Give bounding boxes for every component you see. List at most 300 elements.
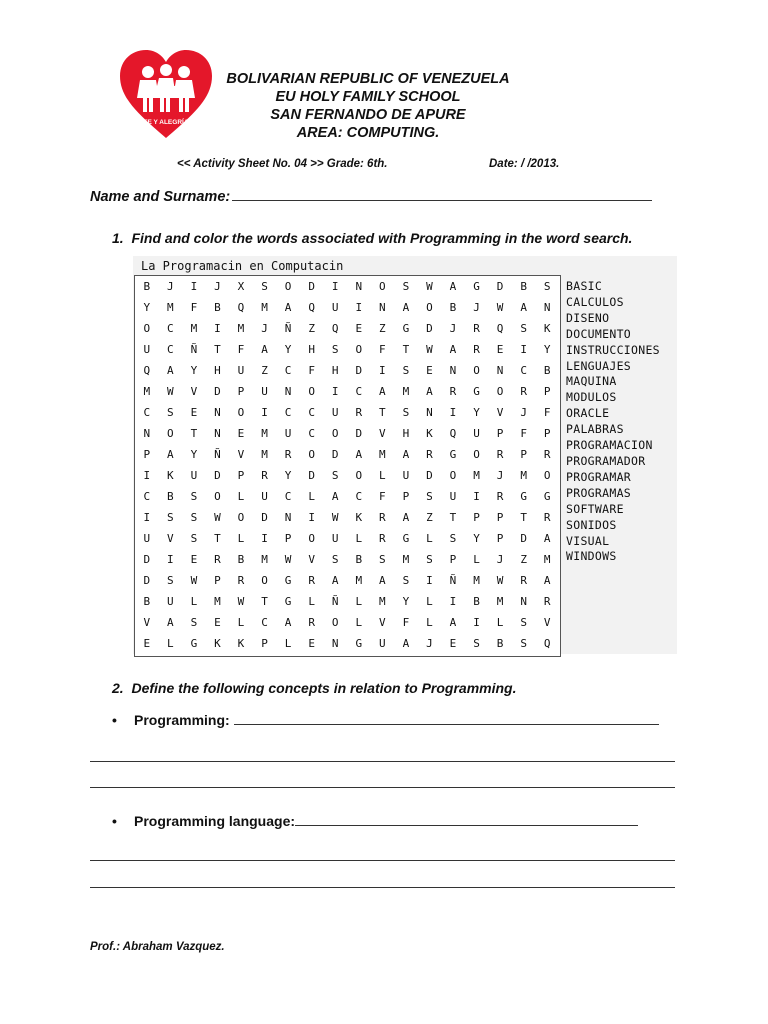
word-search-cell[interactable]: S <box>379 553 386 566</box>
word-search-cell[interactable]: S <box>426 490 433 503</box>
word-search-cell[interactable]: C <box>143 490 151 503</box>
answer-line[interactable] <box>90 860 675 861</box>
word-search-cell[interactable]: U <box>402 469 410 482</box>
word-search-cell[interactable]: M <box>261 301 268 314</box>
word-search-cell[interactable]: J <box>449 322 457 335</box>
word-search-cell[interactable]: A <box>284 616 292 629</box>
word-search-cell[interactable]: M <box>473 574 480 587</box>
word-search-cell[interactable]: K <box>237 637 245 650</box>
word-search-cell[interactable]: S <box>190 616 198 629</box>
word-search-cell[interactable]: O <box>308 385 315 398</box>
word-search-cell[interactable]: M <box>214 595 221 608</box>
word-search-cell[interactable]: O <box>143 322 151 335</box>
word-search-cell[interactable]: G <box>355 637 363 650</box>
word-search-cell[interactable]: R <box>473 322 480 335</box>
word-search-cell[interactable]: Y <box>284 469 292 482</box>
word-search-cell[interactable]: O <box>237 511 245 524</box>
answer-line[interactable] <box>90 887 675 888</box>
word-search-cell[interactable]: T <box>214 343 221 356</box>
word-search-cell[interactable]: U <box>237 364 245 377</box>
word-search-cell[interactable]: U <box>190 469 198 482</box>
word-search-cell[interactable]: U <box>261 385 268 398</box>
word-search-cell[interactable]: R <box>543 511 551 524</box>
word-search-cell[interactable]: W <box>190 574 198 587</box>
word-search-cell[interactable]: L <box>167 637 174 650</box>
word-search-cell[interactable]: D <box>496 280 504 293</box>
word-search-cell[interactable]: C <box>520 364 527 377</box>
word-search-cell[interactable]: C <box>143 406 151 419</box>
word-search-cell[interactable]: L <box>379 469 386 482</box>
word-search-cell[interactable]: R <box>308 616 315 629</box>
word-search-cell[interactable]: S <box>331 469 339 482</box>
word-search-cell[interactable]: V <box>167 532 174 545</box>
word-search-cell[interactable]: A <box>331 574 339 587</box>
word-search-cell[interactable]: P <box>143 448 151 461</box>
word-search-cell[interactable]: Y <box>402 595 410 608</box>
word-search-cell[interactable]: G <box>473 385 480 398</box>
word-search-cell[interactable]: U <box>261 490 268 503</box>
word-search-cell[interactable]: S <box>167 511 174 524</box>
word-search-cell[interactable]: D <box>143 574 151 587</box>
name-blank[interactable] <box>232 187 652 201</box>
word-search-cell[interactable]: Q <box>308 301 315 314</box>
word-search-cell[interactable]: Q <box>543 637 551 650</box>
word-search-cell[interactable]: N <box>331 637 339 650</box>
word-search-cell[interactable]: A <box>520 301 527 314</box>
word-search-cell[interactable]: U <box>473 427 480 440</box>
word-search-cell[interactable]: L <box>308 595 315 608</box>
word-search-cell[interactable]: Z <box>379 322 386 335</box>
word-search-cell[interactable]: R <box>355 406 363 419</box>
word-search-cell[interactable]: A <box>331 490 339 503</box>
word-search-cell[interactable]: O <box>426 301 433 314</box>
word-search-cell[interactable]: S <box>449 532 457 545</box>
word-search-cell[interactable]: U <box>331 532 339 545</box>
word-search-cell[interactable]: W <box>167 385 174 398</box>
word-search-cell[interactable]: P <box>496 532 504 545</box>
word-search-cell[interactable]: N <box>426 406 433 419</box>
word-search-cell[interactable]: L <box>237 616 245 629</box>
word-search-cell[interactable]: T <box>520 511 527 524</box>
word-search-cell[interactable]: R <box>520 385 527 398</box>
word-search-cell[interactable]: I <box>355 301 363 314</box>
word-search-cell[interactable]: P <box>496 511 504 524</box>
word-search-cell[interactable]: M <box>167 301 174 314</box>
word-search-cell[interactable]: U <box>167 595 174 608</box>
word-search-cell[interactable]: R <box>520 574 527 587</box>
word-search-cell[interactable]: S <box>167 406 174 419</box>
word-search-cell[interactable]: Y <box>473 532 480 545</box>
word-search-cell[interactable]: L <box>308 490 315 503</box>
word-search-cell[interactable]: T <box>261 595 268 608</box>
word-search-cell[interactable]: A <box>284 301 292 314</box>
word-search-cell[interactable]: M <box>473 469 480 482</box>
word-search-cell[interactable]: D <box>214 469 221 482</box>
word-search-cell[interactable]: R <box>214 553 221 566</box>
word-search-cell[interactable]: S <box>402 364 410 377</box>
word-search-cell[interactable]: J <box>496 553 504 566</box>
word-search-cell[interactable]: P <box>543 385 551 398</box>
word-search-cell[interactable]: A <box>379 574 386 587</box>
word-search-cell[interactable]: V <box>308 553 315 566</box>
word-search-cell[interactable]: I <box>473 490 480 503</box>
word-search-cell[interactable]: Z <box>261 364 268 377</box>
word-search-cell[interactable]: G <box>402 322 410 335</box>
word-search-cell[interactable]: E <box>355 322 363 335</box>
word-search-cell[interactable]: B <box>167 490 174 503</box>
word-search-cell[interactable]: H <box>402 427 410 440</box>
word-search-cell[interactable]: A <box>402 448 410 461</box>
word-search-cell[interactable]: S <box>520 637 527 650</box>
word-search-cell[interactable]: L <box>237 490 245 503</box>
word-search-cell[interactable]: E <box>190 553 198 566</box>
word-search-cell[interactable]: R <box>261 469 268 482</box>
word-search-cell[interactable]: D <box>426 322 433 335</box>
word-search-cell[interactable]: Y <box>190 364 198 377</box>
word-search-cell[interactable]: J <box>473 301 480 314</box>
word-search-cell[interactable]: U <box>143 343 151 356</box>
word-search-cell[interactable]: T <box>214 532 221 545</box>
word-search-cell[interactable]: J <box>167 280 174 293</box>
word-search-cell[interactable]: N <box>284 511 292 524</box>
word-search-cell[interactable]: G <box>190 637 198 650</box>
word-search-cell[interactable]: A <box>426 385 433 398</box>
word-search-cell[interactable]: U <box>284 427 292 440</box>
word-search-cell[interactable]: V <box>190 385 198 398</box>
word-search-cell[interactable]: O <box>308 532 315 545</box>
word-search-cell[interactable]: A <box>261 343 268 356</box>
word-search-cell[interactable]: Z <box>520 553 527 566</box>
word-search-cell[interactable]: B <box>449 301 457 314</box>
word-search-cell[interactable]: N <box>214 406 221 419</box>
word-search-cell[interactable]: A <box>167 364 174 377</box>
word-search-cell[interactable]: H <box>214 364 221 377</box>
word-search-cell[interactable]: S <box>331 553 339 566</box>
word-search-cell[interactable]: R <box>496 448 504 461</box>
word-search-cell[interactable]: O <box>355 469 363 482</box>
word-search-cell[interactable]: B <box>214 301 221 314</box>
word-search-cell[interactable]: Q <box>331 322 339 335</box>
word-search-cell[interactable]: O <box>496 385 504 398</box>
word-search-cell[interactable]: Ñ <box>214 448 221 461</box>
word-search-cell[interactable]: L <box>237 532 245 545</box>
word-search-cell[interactable]: A <box>167 448 174 461</box>
word-search-cell[interactable]: N <box>379 301 386 314</box>
word-search-cell[interactable]: P <box>520 448 527 461</box>
word-search-cell[interactable]: E <box>449 637 457 650</box>
word-search-cell[interactable]: Y <box>143 301 151 314</box>
word-search-cell[interactable]: G <box>449 448 457 461</box>
word-search-cell[interactable]: A <box>402 637 410 650</box>
word-search-cell[interactable]: I <box>331 280 339 293</box>
word-search-cell[interactable]: D <box>355 427 363 440</box>
word-search-cell[interactable]: D <box>308 280 315 293</box>
word-search-cell[interactable]: U <box>143 532 151 545</box>
word-search-cell[interactable]: O <box>167 427 174 440</box>
word-search-cell[interactable]: D <box>214 385 221 398</box>
name-field[interactable] <box>90 187 652 205</box>
word-search-cell[interactable]: I <box>143 511 151 524</box>
word-search-cell[interactable]: L <box>355 616 363 629</box>
word-search-cell[interactable]: F <box>543 406 551 419</box>
word-search-cell[interactable]: A <box>543 574 551 587</box>
word-search-cell[interactable]: E <box>143 637 151 650</box>
word-search-cell[interactable]: U <box>331 301 339 314</box>
word-search-cell[interactable]: K <box>214 637 221 650</box>
word-search-cell[interactable]: Y <box>284 343 292 356</box>
word-search-cell[interactable]: P <box>543 427 551 440</box>
word-search-cell[interactable]: M <box>496 595 504 608</box>
word-search-cell[interactable]: R <box>237 574 245 587</box>
word-search-cell[interactable]: O <box>308 448 315 461</box>
word-search-cell[interactable]: W <box>426 343 433 356</box>
word-search-cell[interactable]: V <box>143 616 151 629</box>
word-search-cell[interactable]: O <box>237 406 245 419</box>
word-search-cell[interactable]: O <box>473 448 480 461</box>
word-search-cell[interactable]: K <box>543 322 551 335</box>
word-search-cell[interactable]: I <box>520 343 527 356</box>
word-search-cell[interactable]: Y <box>543 343 551 356</box>
word-search-cell[interactable]: A <box>402 511 410 524</box>
word-search-cell[interactable]: M <box>543 553 551 566</box>
word-search-cell[interactable]: P <box>449 553 457 566</box>
word-search-cell[interactable]: M <box>379 448 386 461</box>
word-search-cell[interactable]: F <box>402 616 410 629</box>
word-search-cell[interactable]: M <box>237 322 245 335</box>
word-search-cell[interactable]: O <box>449 469 457 482</box>
word-search-cell[interactable]: R <box>426 448 433 461</box>
word-search-cell[interactable]: G <box>402 532 410 545</box>
word-search-cell[interactable]: T <box>402 343 410 356</box>
word-search-cell[interactable]: W <box>496 301 504 314</box>
word-search-cell[interactable]: Y <box>190 448 198 461</box>
word-search-cell[interactable]: P <box>402 490 410 503</box>
word-search-cell[interactable]: N <box>214 427 221 440</box>
word-search-cell[interactable]: R <box>308 574 315 587</box>
word-search-cell[interactable]: R <box>449 385 457 398</box>
word-search-cell[interactable]: O <box>379 280 386 293</box>
word-search-cell[interactable]: I <box>261 406 268 419</box>
word-search-cell[interactable]: J <box>214 280 221 293</box>
word-search-cell[interactable]: J <box>261 322 268 335</box>
word-search-cell[interactable]: O <box>331 616 339 629</box>
word-search-cell[interactable]: S <box>190 532 198 545</box>
word-search-cell[interactable]: W <box>426 280 433 293</box>
word-search-cell[interactable]: R <box>496 490 504 503</box>
word-search-cell[interactable]: M <box>143 385 151 398</box>
word-search-cell[interactable]: P <box>214 574 221 587</box>
word-search-cell[interactable]: I <box>473 616 480 629</box>
word-search-cell[interactable]: V <box>543 616 551 629</box>
word-search-cell[interactable]: V <box>379 427 386 440</box>
word-search-cell[interactable]: M <box>190 322 198 335</box>
word-search-cell[interactable]: N <box>449 364 457 377</box>
word-search-cell[interactable]: S <box>402 406 410 419</box>
word-search-cell[interactable]: C <box>284 490 292 503</box>
word-search-cell[interactable]: B <box>237 553 245 566</box>
word-search-cell[interactable]: O <box>355 343 363 356</box>
word-search-cell[interactable]: Ñ <box>190 343 198 356</box>
word-search-cell[interactable]: M <box>520 469 527 482</box>
word-search-cell[interactable]: B <box>143 280 151 293</box>
word-search-cell[interactable]: G <box>284 574 292 587</box>
word-search-cell[interactable]: K <box>355 511 363 524</box>
word-search-cell[interactable]: N <box>284 385 292 398</box>
word-search-cell[interactable]: W <box>237 595 245 608</box>
word-search-cell[interactable]: S <box>331 343 339 356</box>
answer-line[interactable] <box>90 761 675 762</box>
word-search-cell[interactable]: V <box>379 616 386 629</box>
word-search-cell[interactable]: O <box>543 469 551 482</box>
word-search-cell[interactable]: E <box>496 343 504 356</box>
word-search-cell[interactable]: I <box>449 595 457 608</box>
word-search-cell[interactable]: I <box>379 364 386 377</box>
word-search-cell[interactable]: A <box>449 280 457 293</box>
word-search-cell[interactable]: Q <box>449 427 457 440</box>
word-search-cell[interactable]: B <box>543 364 551 377</box>
word-search-cell[interactable]: C <box>308 406 315 419</box>
word-search-cell[interactable]: M <box>379 595 386 608</box>
word-search-cell[interactable]: V <box>237 448 245 461</box>
word-search-cell[interactable]: G <box>543 490 551 503</box>
word-search-cell[interactable]: U <box>379 637 386 650</box>
word-search-cell[interactable]: Y <box>473 406 480 419</box>
word-search-cell[interactable]: S <box>402 574 410 587</box>
word-search-cell[interactable]: I <box>261 532 268 545</box>
word-search-cell[interactable]: X <box>237 280 245 293</box>
word-search-cell[interactable]: W <box>496 574 504 587</box>
word-search-cell[interactable]: G <box>284 595 292 608</box>
word-search-cell[interactable]: H <box>331 364 339 377</box>
word-search-cell[interactable]: G <box>520 490 527 503</box>
word-search-cell[interactable]: R <box>473 343 480 356</box>
word-search-cell[interactable]: P <box>496 427 504 440</box>
word-search-cell[interactable]: D <box>426 469 433 482</box>
word-search-cell[interactable]: P <box>473 511 480 524</box>
word-search-cell[interactable]: M <box>355 574 363 587</box>
word-search-cell[interactable]: I <box>167 553 174 566</box>
word-search-cell[interactable]: M <box>261 427 268 440</box>
word-search-cell[interactable]: C <box>308 427 315 440</box>
word-search-cell[interactable]: S <box>167 574 174 587</box>
word-search-cell[interactable]: R <box>543 448 551 461</box>
word-search-cell[interactable]: N <box>496 364 504 377</box>
word-search-grid[interactable] <box>135 276 559 654</box>
word-search-cell[interactable]: K <box>167 469 174 482</box>
word-search-cell[interactable]: V <box>496 406 504 419</box>
word-search-cell[interactable]: B <box>355 553 363 566</box>
word-search-cell[interactable]: O <box>214 490 221 503</box>
word-search-cell[interactable]: C <box>261 616 268 629</box>
word-search-cell[interactable]: H <box>308 343 315 356</box>
word-search-cell[interactable]: E <box>426 364 433 377</box>
word-search-cell[interactable]: Ñ <box>284 322 292 335</box>
word-search-cell[interactable]: W <box>214 511 221 524</box>
word-search-cell[interactable]: D <box>143 553 151 566</box>
word-search-cell[interactable]: N <box>355 280 363 293</box>
word-search-cell[interactable]: Z <box>426 511 433 524</box>
word-search-cell[interactable]: T <box>449 511 457 524</box>
word-search-cell[interactable]: U <box>449 490 457 503</box>
word-search-cell[interactable]: I <box>190 280 198 293</box>
word-search-cell[interactable]: A <box>449 343 457 356</box>
word-search-cell[interactable]: B <box>496 637 504 650</box>
word-search-cell[interactable]: A <box>543 532 551 545</box>
word-search-cell[interactable]: R <box>379 511 386 524</box>
word-search-cell[interactable]: B <box>143 595 151 608</box>
word-search-cell[interactable]: I <box>214 322 221 335</box>
word-search-cell[interactable]: E <box>190 406 198 419</box>
concept-programming-blank[interactable] <box>234 711 659 725</box>
word-search-cell[interactable]: S <box>426 553 433 566</box>
word-search-cell[interactable]: Q <box>143 364 151 377</box>
word-search-cell[interactable]: O <box>284 280 292 293</box>
word-search-cell[interactable]: D <box>261 511 268 524</box>
word-search-cell[interactable]: L <box>355 595 363 608</box>
word-search-cell[interactable]: I <box>449 406 457 419</box>
word-search-cell[interactable]: R <box>284 448 292 461</box>
word-search-cell[interactable]: B <box>520 280 527 293</box>
word-search-cell[interactable]: J <box>496 469 504 482</box>
word-search-cell[interactable]: U <box>331 406 339 419</box>
word-search-cell[interactable]: C <box>355 490 363 503</box>
word-search-cell[interactable]: F <box>190 301 198 314</box>
word-search-cell[interactable]: L <box>355 532 363 545</box>
word-search-cell[interactable]: N <box>520 595 527 608</box>
word-search-cell[interactable]: L <box>426 595 433 608</box>
word-search-cell[interactable]: I <box>426 574 433 587</box>
word-search-cell[interactable]: F <box>520 427 527 440</box>
word-search-cell[interactable]: L <box>284 637 292 650</box>
word-search-cell[interactable]: S <box>261 280 268 293</box>
word-search-cell[interactable]: O <box>261 574 268 587</box>
word-search-cell[interactable]: Q <box>496 322 504 335</box>
word-search-cell[interactable]: F <box>379 490 386 503</box>
word-search-cell[interactable]: Q <box>237 301 245 314</box>
word-search-cell[interactable]: T <box>190 427 198 440</box>
word-search-cell[interactable]: A <box>449 616 457 629</box>
word-search-cell[interactable]: L <box>473 553 480 566</box>
word-search-cell[interactable]: P <box>261 637 268 650</box>
word-search-cell[interactable]: E <box>237 427 245 440</box>
word-search-cell[interactable]: S <box>190 511 198 524</box>
word-search-cell[interactable]: S <box>543 280 551 293</box>
word-search-cell[interactable]: K <box>426 427 433 440</box>
concept-programming-language-blank[interactable] <box>295 812 638 826</box>
word-search-cell[interactable]: R <box>543 595 551 608</box>
word-search-cell[interactable]: C <box>284 364 292 377</box>
word-search-cell[interactable]: W <box>284 553 292 566</box>
word-search-cell[interactable]: S <box>402 280 410 293</box>
word-search-cell[interactable]: Ñ <box>449 574 457 587</box>
word-search-cell[interactable]: O <box>473 364 480 377</box>
word-search-cell[interactable]: M <box>261 553 268 566</box>
word-search-cell[interactable]: F <box>237 343 245 356</box>
word-search-cell[interactable]: E <box>308 637 315 650</box>
word-search-cell[interactable]: L <box>496 616 504 629</box>
word-search-cell[interactable]: S <box>473 637 480 650</box>
word-search-cell[interactable]: D <box>355 364 363 377</box>
word-search-cell[interactable]: F <box>308 364 315 377</box>
word-search-cell[interactable]: P <box>237 385 245 398</box>
word-search-cell[interactable]: J <box>426 637 433 650</box>
word-search-cell[interactable]: R <box>379 532 386 545</box>
word-search-cell[interactable]: I <box>143 469 151 482</box>
word-search-cell[interactable]: P <box>237 469 245 482</box>
word-search-cell[interactable]: L <box>190 595 198 608</box>
word-search-cell[interactable]: S <box>520 322 527 335</box>
word-search-cell[interactable]: I <box>331 385 339 398</box>
